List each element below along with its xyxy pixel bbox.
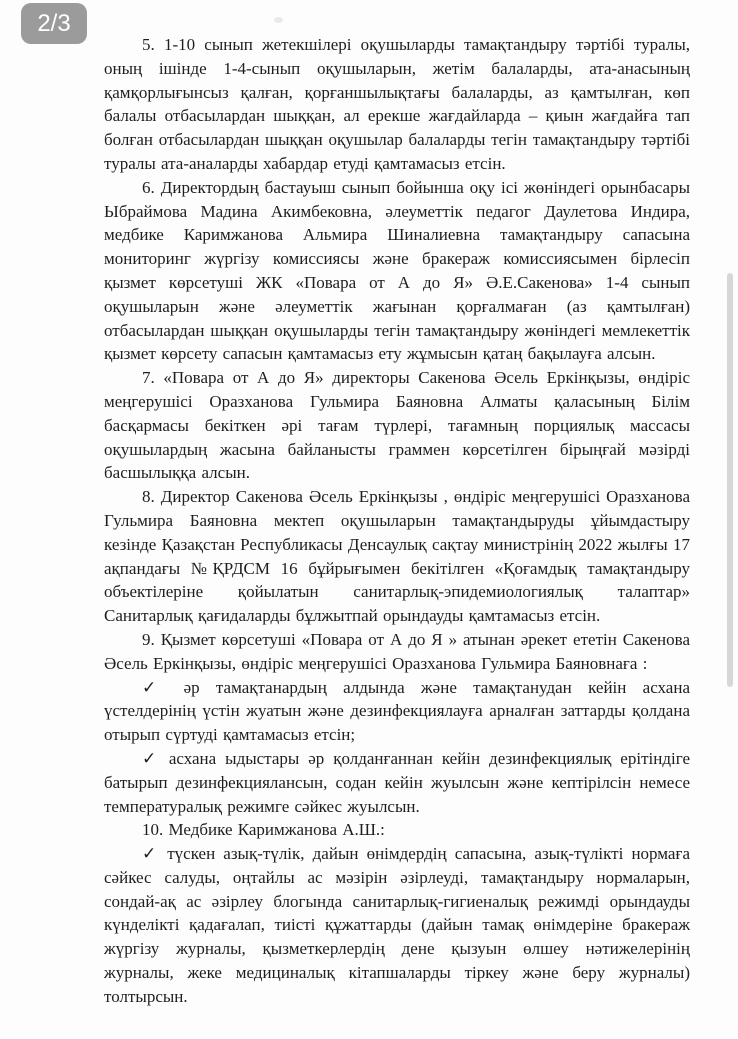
paragraph-7: 7. «Повара от А до Я» директоры Сакенова Әсель Еркінқызы, өндіріс меңгерушісі Оразханова Гульмира Баяновна Алматы қаласының Білім басқармасы бекіткен әрі тағам түрлері, тағамның порциялық массасы оқушылардың жасына байланысты граммен көрсетілген бірыңғай мәзірді басшылыққа алсын.: [104, 368, 690, 483]
paragraph-9: 9. Қызмет көрсетуші «Повара от А до Я » атынан әрекет ететін Сакенова Әсель Еркінқызы, өндіріс меңгерушісі Оразханова Гульмира Баяновнаға :: [104, 629, 690, 673]
scrollbar[interactable]: [727, 273, 733, 687]
page-indicator-badge: [21, 3, 87, 44]
paragraph-8: 8. Директор Сакенова Әсель Еркінқызы , өндіріс меңгерушісі Оразханова Гульмира Баяновна мектеп оқушыларын тамақтандыруды ұйымдастыру кезінде Қазақстан Республикасы Денсаулық сақтау министрінің 2022 жылғы 17 ақпандағы №ҚРДСМ 16 бұйрығымен бекітілген «Қоғамдық тамақтандыру объектілеріне қойылатын санитарлық-эпидемиологиялық талаптар» Санитарлық қағидаларды бұлжытпай орындауды қамтамасыз етсін.: [104, 487, 690, 626]
paragraph-9-bullet-2: ✓ асхана ыдыстары әр қолданғаннан кейін дезинфекциялық ерітіндіге батырып дезинфекциялансын, содан кейін жуылсын және кептірілсін немесе температуралық режимге сәйкес жуылсын.: [104, 748, 690, 816]
paragraph-5: 5. 1-10 сынып жетекшілері оқушыларды тамақтандыру тәртібі туралы, оның ішінде 1-4-сынып оқушыларын, жетім балаларды, ата-анасының қамқорлығынсыз қалған, қорғаншылықтағы балаларды, аз қамтылған, көп балалы отбасылардан шыққан, ал ерекше жағдайларда – қиын жағдайға тап болған отбасылардан шыққан оқушылар балаларды тегін тамақтандыру тәртібі туралы ата-аналарды хабардар етуді қамтамасыз етсін.: [104, 35, 690, 173]
paragraph-10-bullet-1: ✓ түскен азық-түлік, дайын өнімдердің сапасына, азық-түлікті нормаға сәйкес салуды, оңтайлы ас мәзірін әзірлеуді, тамақтандыру нормаларын, сондай-ақ ас әзірлеу блогында санитарлық-гигиеналық режимді орындауды күнделікті қадағалап, тиісті құжаттарды (дайын тамақ өнімдеріне бракераж жүргізу журналы, қызметкерлердің дене қызуын өлшеу нәтижелерінің журналы, жеке медициналық кітапшаларды тіркеу және беру журналы) толтырсын.: [104, 844, 690, 1006]
paragraph-6: 6. Директордың бастауыш сынып бойынша оқу ісі жөніндегі орынбасары Ыбраймова Мадина Акимбековна, әлеуметтік педагог Даулетова Индира, медбике Каримжанова Альмира Шиналиевна тамақтандыру сапасына мониторинг жүргізу комиссиясы және бракераж комиссиясымен бірлесіп қызмет көрсетуші ЖК «Повара от А до Я» Ә.Е.Сакенова» 1-4 сынып оқушыларын және әлеуметтік жағынан қорғалмаған (аз қамтылған) отбасылардан шыққан оқушыларды тегін тамақтандыру жөніндегі мемлекеттік қызмет көрсету сапасын қамтамасыз ету жұмысын қатаң бақылауға алсын.: [104, 177, 690, 364]
page-indicator-label: 2/3: [37, 9, 71, 37]
paragraph-10: 10. Медбике Каримжанова А.Ш.:: [142, 820, 385, 840]
paragraph-9-bullet-1: ✓ әр тамақтанардың алдында және тамақтанудан кейін асхана үстелдерінің үстін жуатын және дезинфекциялауға арналған заттарды қолдана отырып сүртуді қамтамасыз етсін;: [104, 677, 690, 745]
